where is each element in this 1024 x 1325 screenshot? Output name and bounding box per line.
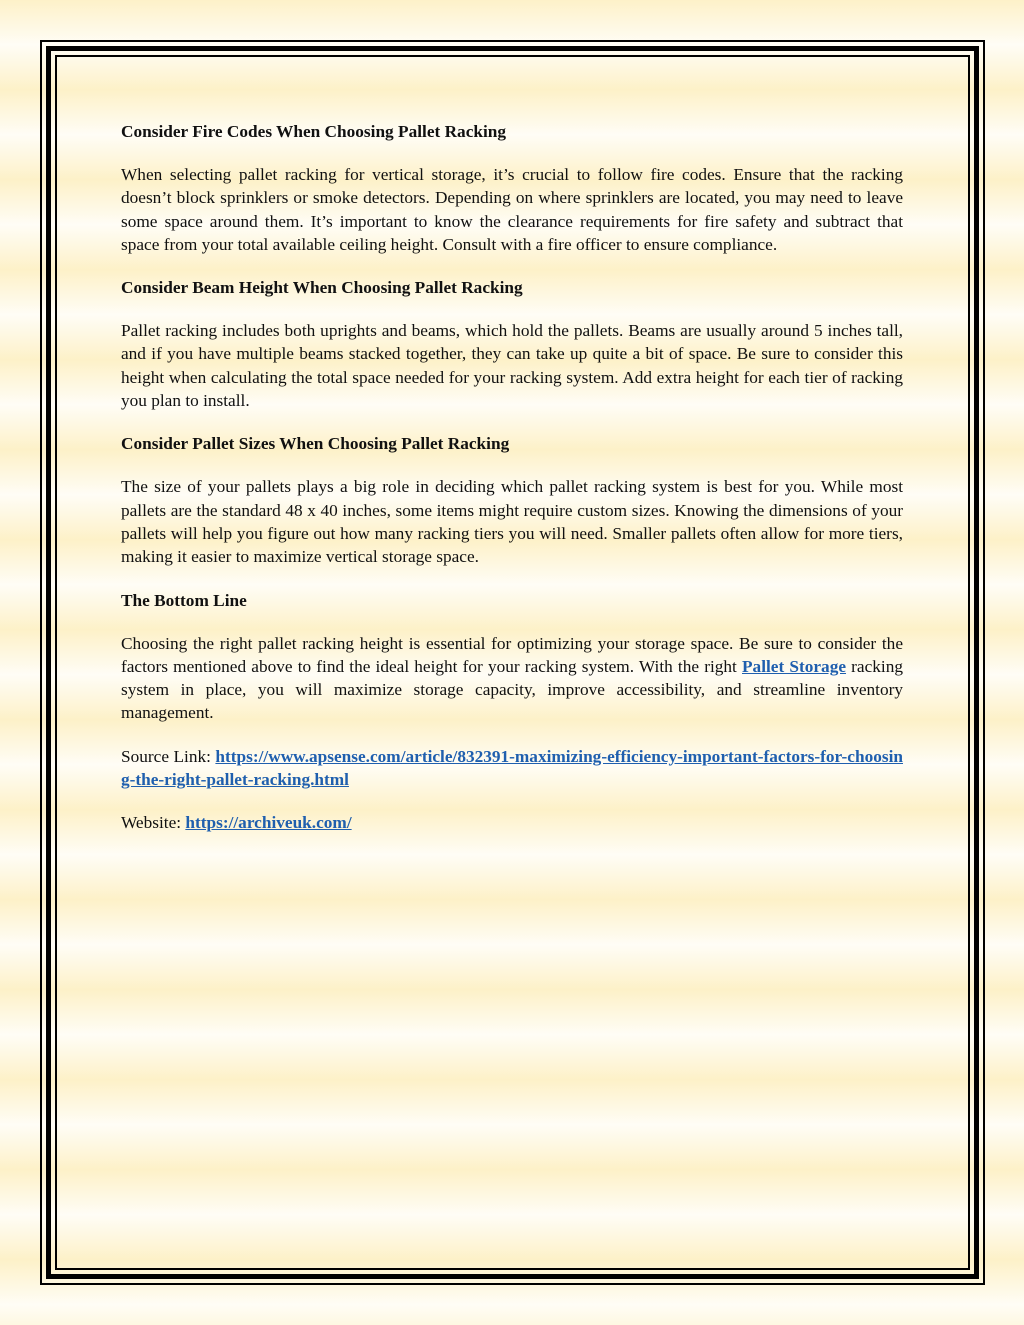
section-body-fire-codes: When selecting pallet racking for vertical storage, it’s crucial to follow fire codes. Ensure that the racking doesn’t block sprinklers or smoke detectors. Depending on where sprinklers are located, you may need to leave some space around them. It’s important to know the clearance requirements for fire safety and subtract that space from your total available ceiling height. Consult with a fire officer to ensure compliance.: [121, 165, 903, 254]
source-link[interactable]: https://www.apsense.com/article/832391-maximizing-efficiency-important-factors-for-choosing-the-right-pallet-racking.html: [121, 746, 903, 790]
section-body-pallet-sizes: The size of your pallets plays a big role in deciding which pallet racking system is best for you. While most pallets are the standard 48 x 40 inches, some items might require custom sizes. Knowing the dimensions of your pallets will help you figure out how many racking tiers you will need. Smaller pallets often allow for more tiers, making it easier to maximize vertical storage space.: [121, 477, 903, 567]
article-content: [121, 120, 903, 855]
source-label: Source Link:: [121, 746, 216, 766]
source-line: [121, 745, 903, 792]
section-body-beam-height: Pallet racking includes both uprights and beams, which hold the pallets. Beams are usually around 5 inches tall, and if you have multiple beams stacked together, they can take up quite a bit of space. Be sure to consider this height when calculating the total space needed for your racking system. Add extra height for each tier of racking you plan to install.: [121, 321, 903, 411]
source-block: [121, 745, 903, 792]
pallet-storage-link[interactable]: Pallet Storage: [742, 656, 847, 676]
bottom-line-text-before: Choosing the right pallet racking height is essential for optimizing your storage space. Be sure to consider the factors mentioned above to find the ideal height for your racking system. With the right: [121, 633, 903, 676]
section-heading-beam-height: Consider Beam Height When Choosing Pallet Racking: [121, 278, 523, 298]
bottom-line-text-after: racking system in place, you will maximize storage capacity, improve accessibility, and streamline inventory management.: [121, 656, 903, 723]
website-link[interactable]: https://archiveuk.com/: [185, 813, 352, 833]
section-heading-fire-codes: Consider Fire Codes When Choosing Pallet Racking: [121, 122, 507, 141]
section-body-bottom-line: [121, 632, 903, 725]
website-line: [121, 811, 903, 834]
section-heading-bottom-line: The Bottom Line: [121, 590, 247, 610]
section-heading-pallet-sizes: Consider Pallet Sizes When Choosing Pallet Racking: [121, 434, 510, 454]
website-label: Website:: [121, 813, 186, 833]
